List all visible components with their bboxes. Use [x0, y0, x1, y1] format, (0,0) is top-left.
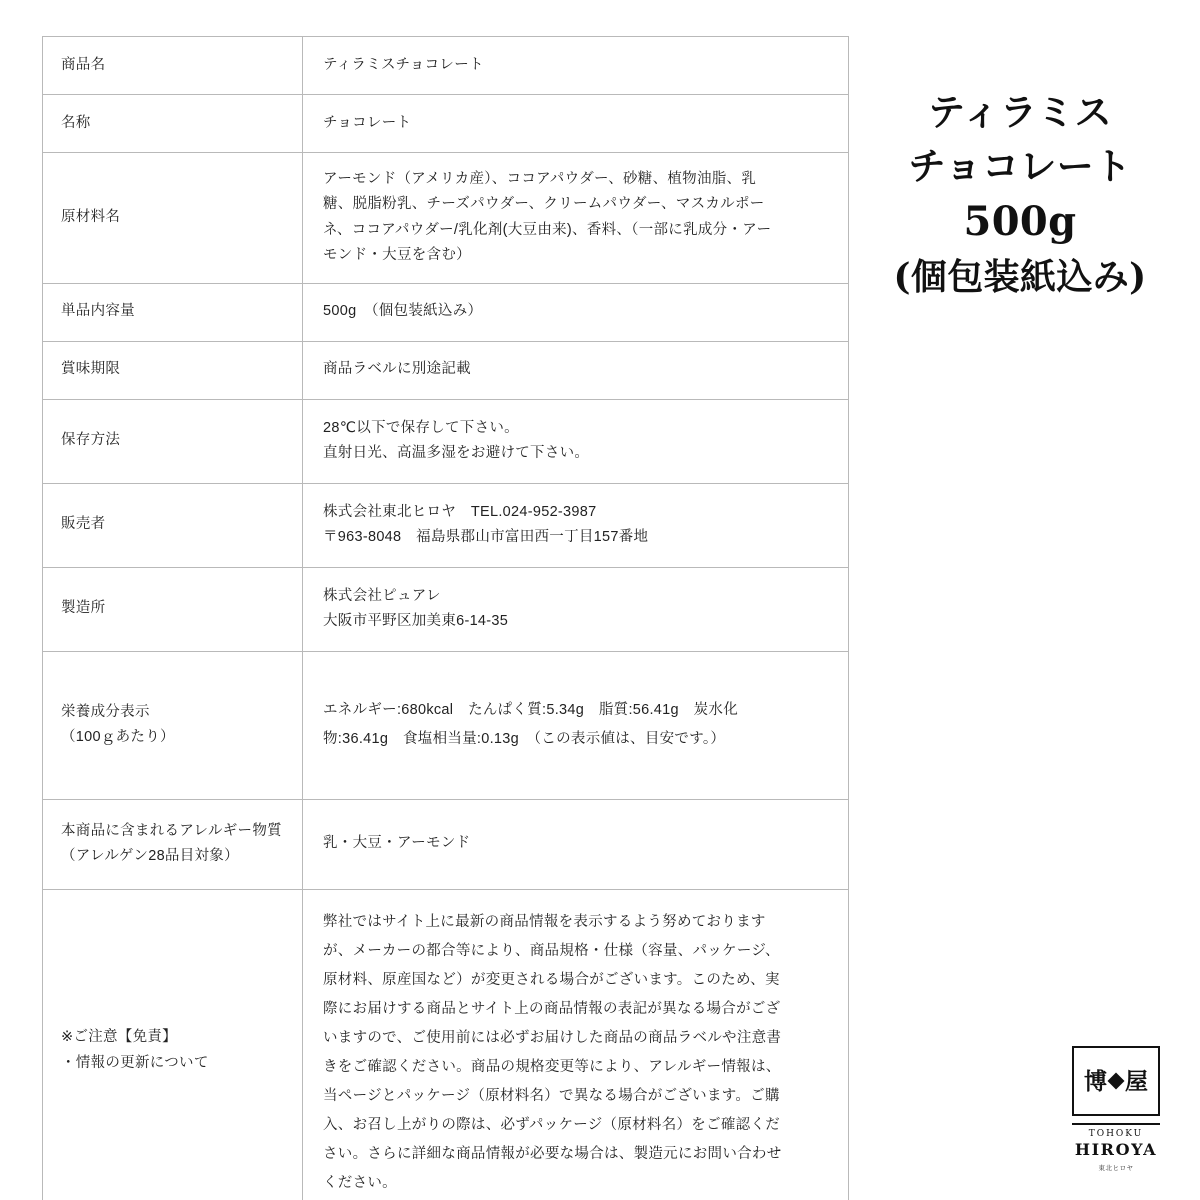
value-line: いますので、ご使用前には必ずお届けした商品の商品ラベルや注意書 [323, 1029, 782, 1046]
brand-logo [1064, 1046, 1168, 1172]
label-text: 販売者 [61, 516, 106, 533]
label-text: ※ご注意【免責】 [61, 1029, 177, 1046]
value-line: 28℃以下で保存して下さい。 [323, 419, 519, 436]
label-text: 本商品に含まれるアレルギー物質 [61, 822, 282, 839]
value-line: 弊社ではサイト上に最新の商品情報を表示するよう努めております [323, 913, 766, 930]
value-line: ネ、ココアパウダー/乳化剤(大豆由来)、香料、（一部に乳成分・アー [323, 221, 772, 238]
table-row [43, 799, 849, 889]
row-label-seller [43, 483, 303, 567]
value-line: 物:36.41g 食塩相当量:0.13g （この表示値は、目安です。） [323, 731, 726, 747]
diamond-icon [1108, 1073, 1125, 1090]
logo-brand-name: HIROYA [1074, 1140, 1158, 1160]
table-row [43, 153, 849, 284]
row-label-nutrition [43, 651, 303, 799]
value-line: さい。さらに詳細な商品情報が必要な場合は、製造元にお問い合わせ [323, 1145, 782, 1162]
value-line: 乳・大豆・アーモンド [323, 835, 471, 852]
value-line: 際にお届けする商品とサイト上の商品情報の表記が異なる場合がござ [323, 1000, 781, 1017]
row-label-allergens [43, 799, 303, 889]
label-text: 商品名 [61, 56, 106, 73]
value-line: 原材料、原産国など）が変更される場合がございます。このため、実 [323, 971, 780, 988]
value-line: 500g （個包装紙込み） [323, 303, 483, 320]
headline-line-2: チョコレート [908, 143, 1132, 188]
logo-mark-icon [1072, 1046, 1160, 1116]
product-spec-table [42, 36, 849, 1200]
label-text: 賞味期限 [61, 361, 121, 378]
value-line: 株式会社ピュアレ [323, 587, 441, 604]
label-subtext: ・情報の更新について [61, 1054, 209, 1071]
value-line: 大阪市平野区加美東6-14-35 [323, 613, 509, 629]
page-title [870, 86, 1170, 303]
row-label-storage [43, 399, 303, 483]
label-text: 原材料名 [61, 209, 121, 226]
headline-line-1: ティラミス [928, 90, 1112, 134]
row-value-nutrition [303, 651, 849, 799]
value-line: 入、お召し上がりの際は、必ずパッケージ（原材料名）をご確認くだ [323, 1116, 781, 1133]
row-value-seller [303, 483, 849, 567]
value-line: ください。 [323, 1174, 397, 1191]
value-line: モンド・大豆を含む） [323, 247, 471, 264]
table-row [43, 567, 849, 651]
value-line: アーモンド（アメリカ産）、ココアパウダー、砂糖、植物油脂、乳 [323, 171, 757, 187]
value-line: 商品ラベルに別途記載 [323, 361, 471, 378]
table-row [43, 283, 849, 341]
row-value-kind [303, 95, 849, 153]
logo-tagline: 東北ヒロヤ [1098, 1165, 1134, 1173]
label-subtext: （アレルゲン28品目対象） [61, 848, 239, 864]
value-line: エネルギー:680kcal たんぱく質:5.34g 脂質:56.41g 炭水化 [323, 702, 739, 718]
label-text: 栄養成分表示 [61, 703, 150, 720]
label-text: 名称 [61, 114, 91, 131]
headline-line-3: 500g [963, 198, 1077, 246]
table-row [43, 889, 849, 1200]
product-headline [870, 86, 1170, 303]
row-value-content-amount [303, 283, 849, 341]
row-label-manufacturer [43, 567, 303, 651]
row-value-storage [303, 399, 849, 483]
row-label-notice [43, 889, 303, 1200]
table-row [43, 483, 849, 567]
value-line: 当ページとパッケージ（原材料名）で異なる場合がございます。ご購 [323, 1087, 780, 1104]
table-row [43, 651, 849, 799]
logo-kanji-left: 博 [1084, 1067, 1107, 1095]
row-label-kind [43, 95, 303, 153]
row-label-best-before [43, 341, 303, 399]
label-text: 単品内容量 [61, 303, 135, 320]
row-label-content-amount [43, 283, 303, 341]
label-text: 保存方法 [61, 432, 121, 449]
row-value-notice [303, 889, 849, 1200]
row-label-ingredients [43, 153, 303, 284]
value-line: が、メーカーの都合等により、商品規格・仕様（容量、パッケージ、 [323, 942, 780, 959]
value-line: 〒963-8048 福島県郡山市富田西一丁目157番地 [323, 529, 649, 545]
value-line: ティラミスチョコレート [323, 56, 484, 73]
logo-kanji-right: 屋 [1125, 1067, 1148, 1095]
value-line: チョコレート [323, 114, 412, 131]
spec-table-body [43, 37, 849, 1200]
table-row [43, 95, 849, 153]
table-row [43, 37, 849, 95]
table-row [43, 341, 849, 399]
logo-divider [1072, 1123, 1160, 1125]
label-text: 製造所 [61, 600, 106, 617]
row-value-manufacturer [303, 567, 849, 651]
headline-line-4: (個包装紙込み) [893, 256, 1147, 299]
value-line: 直射日光、高温多湿をお避けて下さい。 [323, 445, 590, 461]
value-line: きをご確認ください。商品の規格変更等により、アレルギー情報は、 [323, 1058, 781, 1075]
row-value-best-before [303, 341, 849, 399]
row-value-product-name [303, 37, 849, 95]
row-value-ingredients [303, 153, 849, 284]
value-line: 糖、脱脂粉乳、チーズパウダー、クリームパウダー、マスカルポー [323, 196, 765, 213]
label-subtext: （100ｇあたり） [61, 729, 175, 745]
row-label-product-name [43, 37, 303, 95]
value-line: 株式会社東北ヒロヤ TEL.024-952-3987 [323, 503, 597, 520]
row-value-allergens [303, 799, 849, 889]
table-row [43, 399, 849, 483]
logo-romaji: TOHOKU [1088, 1129, 1144, 1139]
